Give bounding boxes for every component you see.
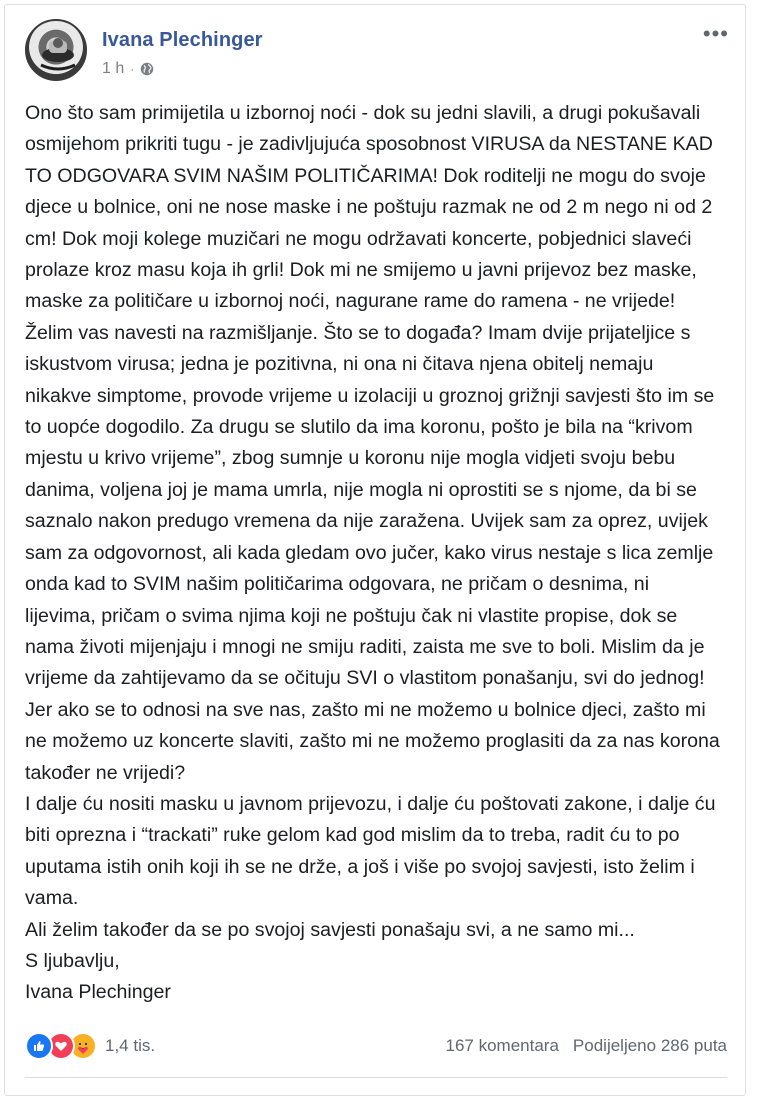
reactions-count[interactable]: 1,4 tis.: [105, 1036, 156, 1055]
post-card: [4, 4, 746, 1096]
post-signoff: S ljubavlju,: [25, 949, 120, 972]
post-paragraph: I dalje ću nositi masku u javnom prijevozu, i dalje ću poštovati zakone, i dalje ću biti oprezna i “trackati” ruke gelom kad god mislim da to treba, radit ću to po uputama istih onih koji ih se ne drže, a još i više po svojoj savjesti, isto želim i vama.: [25, 792, 716, 910]
comments-count[interactable]: 167 komentara: [445, 1036, 559, 1055]
post-signature: Ivana Plechinger: [25, 981, 171, 1004]
post-meta: [102, 60, 154, 78]
post-time[interactable]: 1 h: [102, 60, 125, 77]
post-paragraph: Želim vas navesti na razmišljanje. Što se to događa? Imam dvije prijateljice s iskustvom virusa; jedna je pozitivna, ni ona ni čitava njena obitelj nemaju nikakve simptome, provode vrijeme u izolaciji u groznoj grižnji savjesti što im se to uopće dogodilo. Za drugu se slutilo da ima koronu, pošto je bila na “krivom mjestu u krivo vrijeme”, zbog sumnje u koronu nije mogla vidjeti svoju bebu danima, voljena joj je mama umrla, nije mogla ni oprostiti se s njome, da bi se saznalo nakon predugo vremena da nije zaražena. Uvijek sam za oprez, uvijek sam za odgovornost, ali kada gledam ovo jučer, kako virus nestaje s lica zemlje onda kad to SVIM našim političarima odgovara, ne pričam o desnima, ni lijevima, pričam o svima njima koji ne poštuju čak ni vlastite propise, dok se nama životi mijenjaju i mnogi ne smiju raditi, zaista me sve to boli. Mislim da je vrijeme da zahtijevamo da se očituju SVI o vlastitom ponašanju, svi do jednog! Jer ako se to odnosi na sve nas, zašto mi ne možemo u bolnice djeci, zašto mi ne možemo uz koncerte slaviti, zašto mi ne možemo proglasiti da za nas korona također ne vrijedi?: [25, 321, 720, 784]
author-avatar[interactable]: [25, 19, 87, 81]
footer-divider: [25, 1077, 727, 1078]
more-options-button[interactable]: •••: [702, 21, 729, 46]
post-paragraph: Ono što sam primijetila u izbornoj noći - dok su jedni slavili, a drugi pokušavali osmijehom prikriti tugu - je zadivljujuća sposobnost VIRUSA da NESTANE KAD TO ODGOVARA SVIM NAŠIM POLITIČARIMA! Dok roditelji ne mogu do svoje djece u bolnice, oni ne nose maske i ne poštuju razmak ne od 2 m nego ni od 2 cm! Dok moji kolege muzičari ne mogu održavati koncerte, pobjednici slaveći prolaze kroz masu koja ih grli! Dok mi ne smijemo u javni prijevoz bez maske, maske za političare u izbornoj noći, nagurane rame do ramena - ne vrijede!: [25, 102, 713, 313]
post-footer: [25, 1029, 727, 1063]
post-text: [25, 98, 725, 1009]
post-paragraph: Ali želim također da se po svojoj savjesti ponašaju svi, a ne samo mi...: [25, 918, 635, 941]
reactions-summary[interactable]: [25, 1032, 155, 1060]
engagement-stats: [446, 1036, 727, 1056]
author-name[interactable]: Ivana Plechinger: [102, 29, 263, 51]
avatar-image: [27, 21, 87, 81]
globe-icon[interactable]: [140, 62, 154, 76]
meta-separator: ·: [130, 62, 135, 76]
shares-count[interactable]: Podijeljeno 286 puta: [572, 1036, 727, 1055]
like-icon: [25, 1032, 53, 1060]
